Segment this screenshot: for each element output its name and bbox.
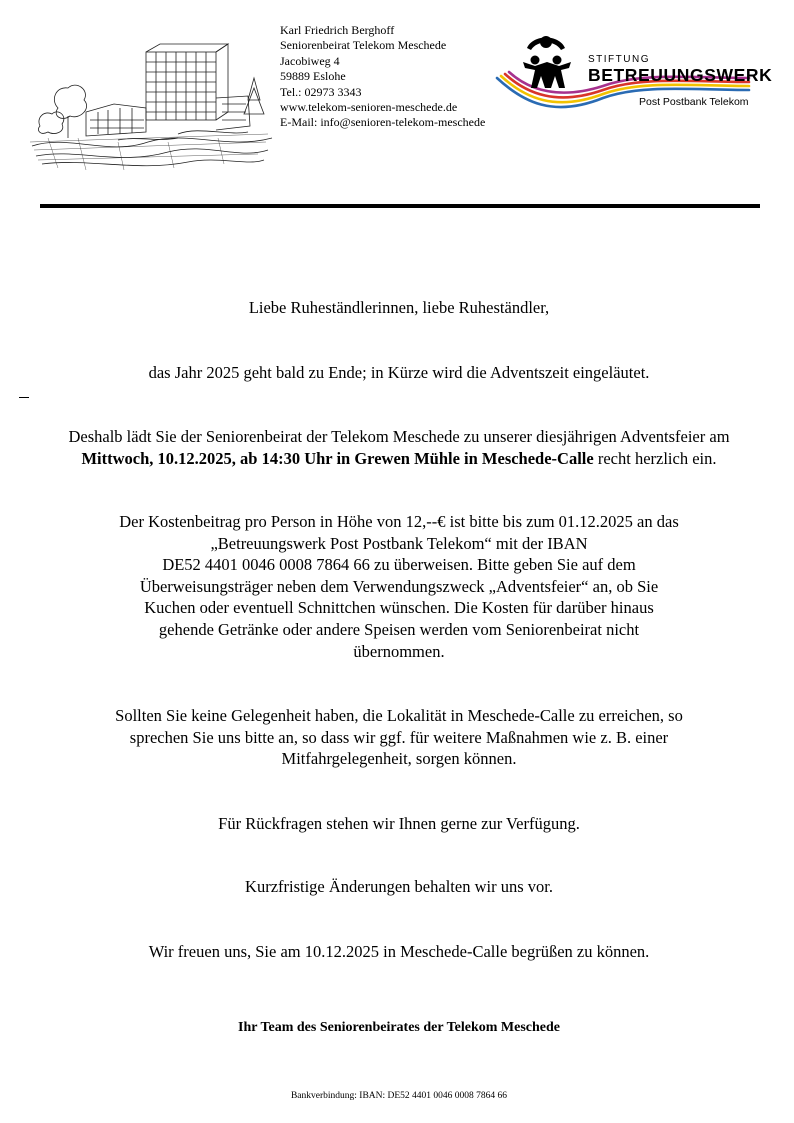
event-details: Mittwoch, 10.12.2025, ab 14:30 Uhr in Grewen Mühle in Meschede-Calle	[81, 448, 594, 468]
sender-website-link[interactable]: www.telekom-senioren-meschede.de	[280, 100, 458, 115]
cost-line: Der Kostenbeitrag pro Person in Höhe von 12,--€ ist bitte bis zum 01.12.2025 an das	[119, 512, 679, 531]
cost-line: Überweisungsträger neben dem Verwendungszweck „Adventsfeier“ an, ob Sie	[139, 576, 659, 596]
sender-email-link[interactable]: E-Mail: info@senioren-telekom-meschede	[280, 115, 486, 130]
fold-mark	[19, 397, 29, 398]
cost-line: „Betreuungswerk Post Postbank Telekom“ mit der IBAN	[210, 533, 588, 553]
sender-city: 59889 Eslohe	[280, 69, 346, 84]
questions-paragraph: Für Rückfragen stehen wir Ihnen gerne zur Verfügung.	[218, 814, 580, 833]
invitation-text-1: Deshalb lädt Sie der Seniorenbeirat der Telekom Meschede zu unserer diesjährigen Adventsfeier am	[68, 427, 730, 446]
logo-line-small: STIFTUNG	[588, 54, 650, 65]
logo-subline: Post Postbank Telekom	[639, 96, 749, 108]
header-divider	[40, 204, 760, 208]
cost-line: Kuchen oder eventuell Schnittchen wünschen. Die Kosten für darüber hinaus	[144, 598, 654, 618]
travel-line: Sollten Sie keine Gelegenheit haben, die Lokalität in Meschede-Calle zu erreichen, so	[115, 706, 683, 725]
changes-paragraph: Kurzfristige Änderungen behalten wir uns vor.	[245, 877, 553, 896]
travel-line: Mitfahrgelegenheit, sorgen können.	[281, 749, 517, 769]
sender-name: Karl Friedrich Berghoff	[280, 23, 395, 37]
sender-street: Jacobiweg 4	[280, 53, 340, 68]
travel-line: sprechen Sie uns bitte an, so dass wir ggf. für weitere Maßnahmen wie z. B. einer	[129, 727, 669, 747]
cost-paragraph	[60, 511, 738, 662]
cost-line: DE52 4401 0046 0008 7864 66 zu überweisen. Bitte geben Sie auf dem	[162, 555, 636, 575]
signature: Ihr Team des Seniorenbeirates der Telekom Meschede	[238, 1020, 560, 1035]
closing-paragraph: Wir freuen uns, Sie am 10.12.2025 in Meschede-Calle begrüßen zu können.	[148, 942, 650, 961]
betreuungswerk-logo	[493, 32, 773, 114]
cost-line: übernommen.	[353, 641, 445, 661]
building-sketch-image	[28, 38, 274, 174]
sender-address-block	[280, 23, 485, 131]
cost-line: gehende Getränke oder andere Speisen werden vom Seniorenbeirat nicht	[158, 619, 640, 639]
travel-paragraph	[60, 705, 738, 770]
logo-line-big: BETREUUNGSWERK	[588, 65, 773, 85]
sender-organization: Seniorenbeirat Telekom Meschede	[280, 38, 447, 53]
greeting: Liebe Ruheständlerinnen, liebe Ruheständler,	[248, 298, 550, 317]
intro-paragraph: das Jahr 2025 geht bald zu Ende; in Kürze wird die Adventszeit eingeläutet.	[148, 363, 650, 382]
invitation-text-2: recht herzlich ein.	[597, 448, 717, 468]
invitation-paragraph	[60, 426, 738, 469]
sender-phone: Tel.: 02973 3343	[280, 84, 362, 99]
bank-details-footer: Bankverbindung: IBAN: DE52 4401 0046 0008 7864 66	[290, 1091, 508, 1101]
